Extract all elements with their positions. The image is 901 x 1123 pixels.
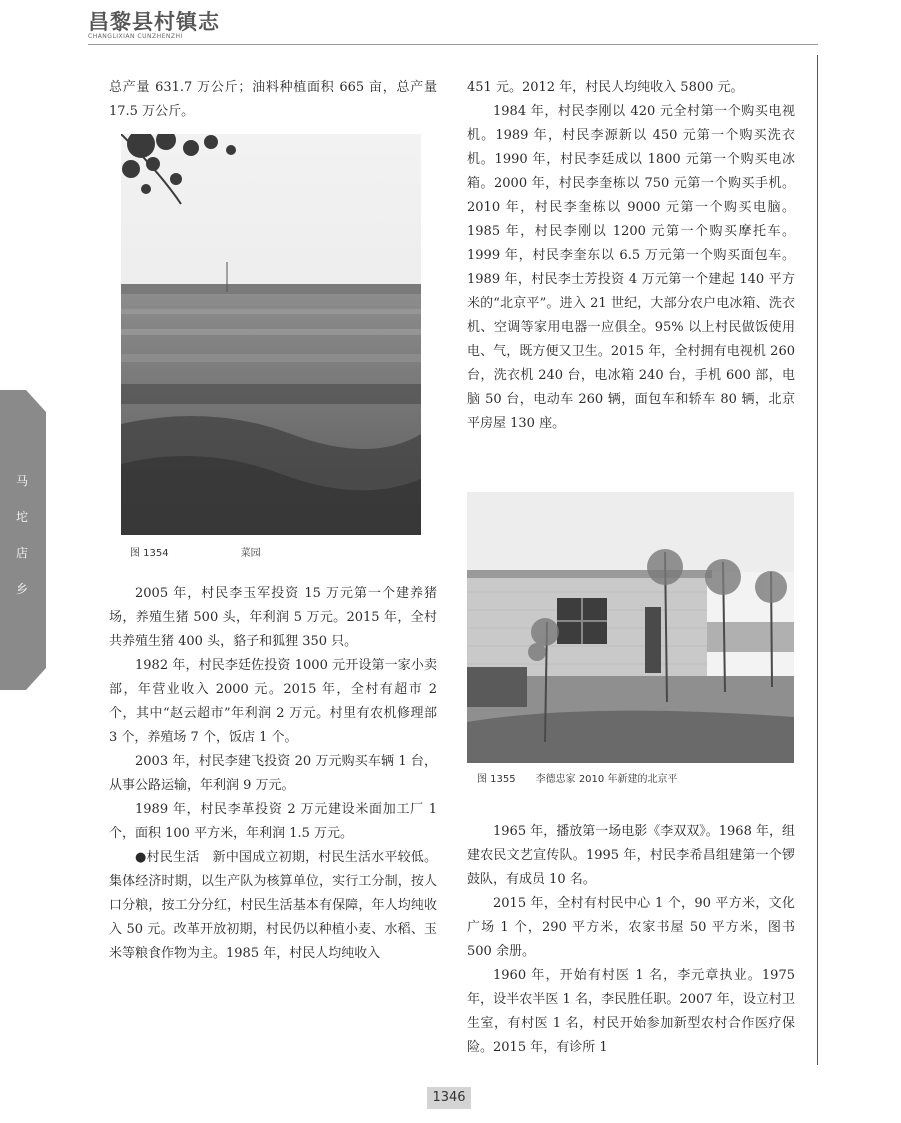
page-header — [88, 10, 220, 40]
paragraph: 总产量 631.7 万公斤；油料种植面积 665 亩，总产量 17.5 万公斤。 — [109, 80, 437, 119]
right-column-top — [467, 76, 795, 436]
paragraph: ●村民生活 新中国成立初期，村民生活水平较低。集体经济时期，以生产队为核算单位，实行工分制，按人口分粮，按工分分红，村民生活基本有保障，年人均纯收入 50 元。改革开放初期，村民仍以种植小麦、水稻、玉米等粮食作物为主。1985 年，村民人均纯收入 — [109, 850, 437, 961]
paragraph: 1965 年，播放第一场电影《李双双》。1968 年，组建农民文艺宣传队。1995 年，村民李希昌组建第一个锣鼓队，有成员 10 名。 — [467, 824, 795, 887]
beijing-flat-house-photo — [467, 492, 794, 763]
side-tab-char: 乡 — [15, 582, 28, 596]
paragraph: 2005 年，村民李玉军投资 15 万元第一个建养猪场，养殖生猪 500 头，年利润 5 万元。2015 年，全村共养殖生猪 400 头，貉子和狐狸 350 只。 — [109, 586, 437, 649]
paragraph: 451 元。2012 年，村民人均纯收入 5800 元。 — [467, 80, 744, 95]
book-subtitle: CHANGLIXIAN CUNZHENZHI — [88, 33, 183, 40]
side-tab-char: 马 — [15, 474, 28, 488]
figure-number: 图 1354 — [130, 548, 169, 559]
paragraph: 1982 年，村民李廷佐投资 1000 元开设第一家小卖部，年营业收入 2000 元。2015 年，全村有超市 2 个，其中“赵云超市”年利润 2 万元。村里有农机修理部 3 个，养殖场 7 个，饭店 1 个。 — [109, 658, 437, 745]
page-number: 1346 — [427, 1087, 471, 1109]
figure-title: 李德忠家 2010 年新建的北京平 — [535, 774, 678, 785]
right-column-bottom — [467, 820, 795, 1060]
side-tab-char: 坨 — [15, 510, 28, 524]
paragraph: 1984 年，村民李刚以 420 元全村第一个购买电视机。1989 年，村民李源新以 450 元第一个购买洗衣机。1990 年，村民李廷成以 1800 元第一个购买电冰箱。2000 年，村民李奎栋以 750 元第一个购买手机。2010 年，村民李奎栋以 9000 元第一个购买电脑。1985 年，村民李刚以 1200 元第一个购买摩托车。1999 年，村民李奎东以 6.5 万元第一个购买面包车。1989 年，村民李士芳投资 4 万元第一个建起 140 平方米的“北京平”。进入 21 世纪，大部分农户电冰箱、洗衣机、空调等家用电器一应俱全。95% 以上村民做饭使用电、气，既方便又卫生。2015 年，全村拥有电视机 260 台，洗衣机 240 台，电冰箱 240 台，手机 600 部，电脑 50 台，电动车 260 辆，面包车和轿车 80 辆，北京平房屋 130 座。 — [467, 104, 795, 431]
side-tab-char: 店 — [15, 546, 28, 560]
figure-caption — [477, 770, 677, 785]
figure-number: 图 1355 — [477, 774, 516, 785]
paragraph: 2003 年，村民李建飞投资 20 万元购买车辆 1 台，从事公路运输，年利润 9 万元。 — [109, 754, 437, 793]
book-title: 昌黎县村镇志 — [88, 9, 220, 34]
figure-title: 菜园 — [240, 548, 261, 559]
left-column-top — [109, 76, 437, 124]
header-rule — [88, 44, 818, 45]
chapter-side-tab — [0, 390, 46, 690]
left-column-bottom — [109, 582, 437, 966]
figure-caption — [130, 544, 261, 559]
vegetable-garden-photo — [121, 134, 421, 535]
column-rule — [817, 55, 818, 1065]
paragraph: 1960 年，开始有村医 1 名，李元章执业。1975 年，设半农半医 1 名，李民胜任职。2007 年，设立村卫生室，有村医 1 名，村民开始参加新型农村合作医疗保险。2015 年，有诊所 1 — [467, 968, 795, 1055]
paragraph: 2015 年，全村有村民中心 1 个，90 平方米，文化广场 1 个，290 平方米，农家书屋 50 平方米，图书 500 余册。 — [467, 896, 795, 959]
paragraph: 1989 年，村民李革投资 2 万元建设米面加工厂 1 个，面积 100 平方米，年利润 1.5 万元。 — [109, 802, 437, 841]
